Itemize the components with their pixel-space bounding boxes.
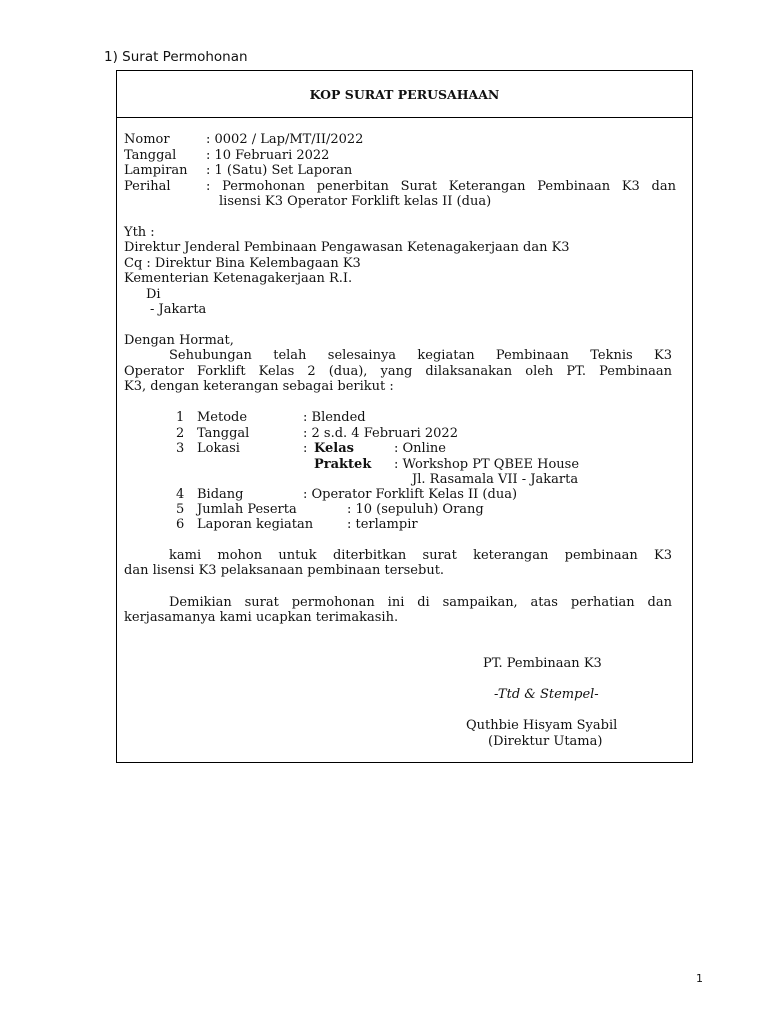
detail-label-lokasi: Lokasi [197, 441, 240, 456]
nomor-value: : 0002 / Lap/MT/II/2022 [206, 132, 364, 147]
paragraph3-line2: kerjasamanya kami ucapkan terimakasih. [124, 610, 399, 625]
paragraph2-line2: dan lisensi K3 pelaksanaan pembinaan tersebut. [124, 563, 445, 578]
detail-label-jumlah-peserta: Jumlah Peserta [197, 502, 297, 517]
salutation: Dengan Hormat, [124, 333, 234, 348]
paragraph3-line1: Demikian surat permohonan ini di sampaikan, atas perhatian dan [169, 595, 672, 610]
detail-number: 1 [176, 410, 185, 425]
kelas-label: Kelas [314, 441, 354, 456]
recipient-line2: Cq : Direktur Bina Kelembagaan K3 [124, 256, 361, 271]
tanggal-value: : 10 Februari 2022 [206, 148, 330, 163]
detail-value-laporan: : terlampir [347, 517, 418, 532]
detail-number: 6 [176, 517, 185, 532]
detail-value-tanggal: : 2 s.d. 4 Februari 2022 [303, 426, 458, 441]
lampiran-label: Lampiran [124, 163, 188, 178]
praktek-value: : Workshop PT QBEE House [394, 457, 580, 472]
detail-number: 3 [176, 441, 185, 456]
recipient-city: - Jakarta [150, 302, 207, 317]
detail-number: 4 [176, 487, 185, 502]
praktek-label: Praktek [314, 457, 372, 472]
signatory-name: Quthbie Hisyam Syabil [466, 718, 618, 733]
paragraph1-line2: Operator Forklift Kelas 2 (dua), yang dilaksanakan oleh PT. Pembinaan [124, 364, 672, 379]
praktek-address: Jl. Rasamala VII - Jakarta [412, 472, 579, 487]
paragraph1-line1: Sehubungan telah selesainya kegiatan Pembinaan Teknis K3 [169, 348, 672, 363]
recipient-line3: Kementerian Ketenagakerjaan R.I. [124, 271, 353, 286]
detail-value-jumlah-peserta: : 10 (sepuluh) Orang [347, 502, 484, 517]
detail-value-metode: : Blended [303, 410, 366, 425]
detail-number: 2 [176, 426, 185, 441]
letterhead-title: KOP SURAT PERUSAHAAN [309, 87, 500, 102]
nomor-label: Nomor [124, 132, 170, 147]
recipient-yth: Yth : [124, 225, 155, 240]
signature-stamp: -Ttd & Stempel- [494, 687, 599, 702]
perihal-label: Perihal [124, 179, 171, 194]
page-number: 1 [696, 972, 703, 985]
detail-label-metode: Metode [197, 410, 248, 425]
paragraph2-line1: kami mohon untuk diterbitkan surat keterangan pembinaan K3 [169, 548, 672, 563]
detail-number: 5 [176, 502, 185, 517]
perihal-value-line2: lisensi K3 Operator Forklift kelas II (dua) [219, 194, 492, 209]
recipient-di: Di [146, 287, 161, 302]
signature-company: PT. Pembinaan K3 [483, 656, 602, 671]
kelas-value: : Online [394, 441, 446, 456]
detail-label-tanggal: Tanggal [197, 426, 250, 441]
tanggal-label: Tanggal [124, 148, 177, 163]
recipient-line1: Direktur Jenderal Pembinaan Pengawasan Ketenagakerjaan dan K3 [124, 240, 570, 255]
signatory-title: (Direktur Utama) [488, 734, 603, 749]
letter-box [116, 70, 693, 763]
perihal-value-line1: : Permohonan penerbitan Surat Keterangan Pembinaan K3 dan [206, 179, 676, 194]
detail-colon-lokasi: : [303, 441, 308, 456]
letterhead-row [117, 71, 692, 118]
lampiran-value: : 1 (Satu) Set Laporan [206, 163, 353, 178]
detail-value-bidang: : Operator Forklift Kelas II (dua) [303, 487, 518, 502]
section-heading: 1) Surat Permohonan [104, 49, 248, 65]
detail-label-bidang: Bidang [197, 487, 244, 502]
paragraph1-line3: K3, dengan keterangan sebagai berikut : [124, 379, 394, 394]
detail-label-laporan: Laporan kegiatan [197, 517, 314, 532]
